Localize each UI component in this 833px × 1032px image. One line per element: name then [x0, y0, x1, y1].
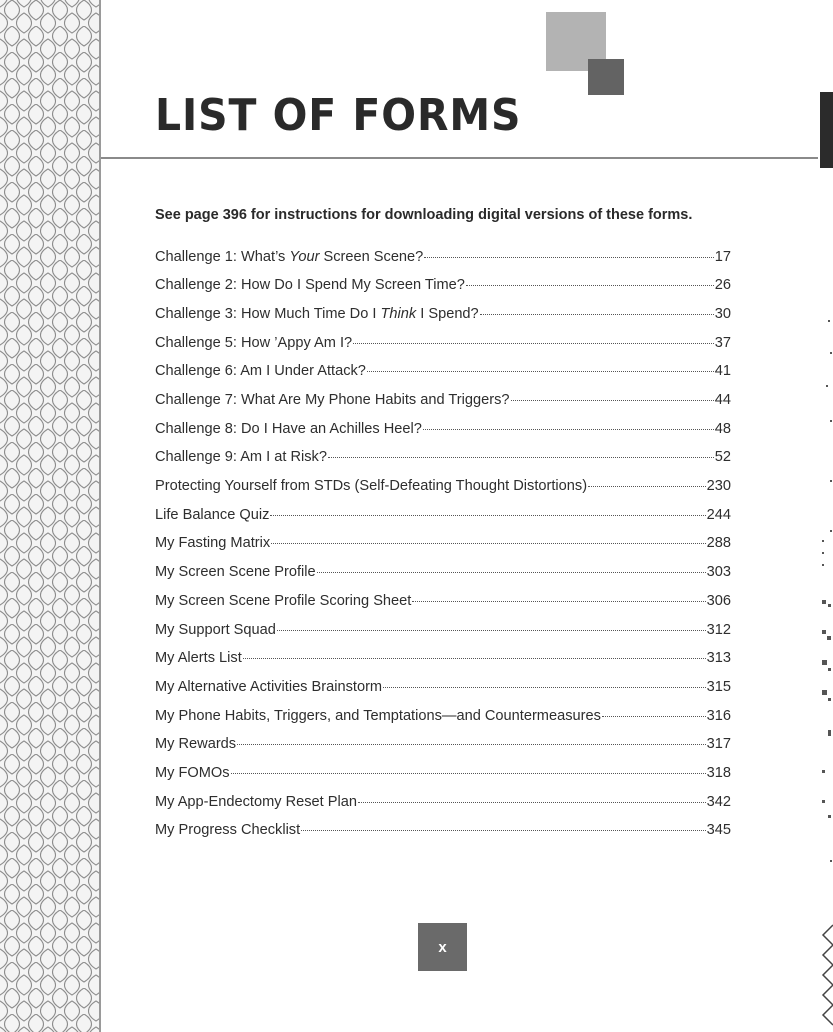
toc-entry	[155, 331, 731, 360]
toc-entry-title-text: My Alternative Activities Brainstorm	[155, 678, 383, 695]
toc-page-number: 288	[706, 535, 731, 552]
toc-entry	[155, 388, 731, 417]
toc-entry	[155, 245, 731, 274]
toc-entry-title-text: My Screen Scene Profile	[155, 564, 316, 581]
toc-entry-title-text: Challenge 1: What’s	[155, 248, 290, 265]
dot-leader	[231, 758, 706, 774]
toc-entry	[155, 475, 731, 504]
toc-entry-title	[155, 277, 465, 293]
toc-entry-title-text: Challenge 6: Am I Under Attack?	[155, 363, 366, 380]
toc-entry-title-text: Challenge 5: How ’Appy Am I?	[155, 334, 353, 351]
toc-entry	[155, 675, 731, 704]
toc-page-number: 44	[714, 392, 731, 409]
dot-leader	[271, 529, 705, 545]
dot-leader	[328, 443, 714, 459]
toc-entry-title-text: My Fasting Matrix	[155, 535, 271, 552]
toc-entry	[155, 589, 731, 618]
toc-entry-title	[155, 708, 601, 724]
page-number-badge	[418, 923, 467, 971]
toc-page-number: 48	[714, 420, 731, 437]
toc-entry-title	[155, 363, 366, 379]
toc-entry-title-text: I Spend?	[416, 305, 479, 322]
toc-entry	[155, 618, 731, 647]
dot-leader	[270, 500, 705, 516]
download-instructions: See page 396 for instructions for downloading digital versions of these forms.	[155, 207, 693, 223]
toc-entry	[155, 790, 731, 819]
dot-leader	[301, 816, 705, 832]
toc-entry-title	[155, 535, 270, 551]
toc-page-number: 342	[706, 793, 731, 810]
toc-entry	[155, 647, 731, 676]
margin-divider	[99, 0, 101, 1032]
toc-page-number: 52	[714, 449, 731, 466]
toc-entry	[155, 819, 731, 848]
toc-entry	[155, 302, 731, 331]
dot-leader	[424, 242, 713, 258]
toc-page-number: 315	[706, 678, 731, 695]
toc-entry-title-text: My FOMOs	[155, 764, 230, 781]
toc-entry-title-text: Challenge 9: Am I at Risk?	[155, 449, 327, 466]
toc-entry	[155, 274, 731, 303]
decorative-pattern-margin	[0, 0, 100, 1032]
toc-page-number: 41	[714, 363, 731, 380]
toc-entry	[155, 733, 731, 762]
page-number: x	[438, 938, 447, 956]
toc-entry-title	[155, 478, 587, 494]
dot-leader	[317, 558, 706, 574]
adjacent-page-edge	[818, 0, 833, 1032]
toc-entry-title-emphasis: Think	[380, 305, 417, 322]
toc-page-number: 312	[706, 621, 731, 638]
toc-entry-title-text: Screen Scene?	[319, 248, 424, 265]
toc-entry-title-text: Challenge 7: What Are My Phone Habits and Triggers?	[155, 392, 510, 409]
dot-leader	[466, 271, 714, 287]
toc-page-number: 313	[706, 650, 731, 667]
toc-entry-title	[155, 507, 269, 523]
dot-leader	[423, 414, 714, 430]
toc-entry-title-text: Challenge 3: How Much Time Do I	[155, 305, 381, 322]
toc-entry-title-text: My Screen Scene Profile Scoring Sheet	[155, 592, 412, 609]
toc-entry-title	[155, 736, 236, 752]
toc-entry	[155, 360, 731, 389]
toc-entry-title-text: Challenge 2: How Do I Spend My Screen Time?	[155, 277, 465, 294]
toc-entry-title	[155, 650, 242, 666]
toc-entry-title-text: My Progress Checklist	[155, 822, 301, 839]
toc-page-number: 316	[706, 707, 731, 724]
toc-entry-title-text: Protecting Yourself from STDs (Self-Defeating Thought Distortions)	[155, 478, 588, 495]
forms-list	[155, 245, 731, 847]
toc-page-number: 230	[706, 478, 731, 495]
toc-page-number: 37	[714, 334, 731, 351]
toc-entry-title	[155, 249, 423, 265]
toc-entry-title-text: My Support Squad	[155, 621, 276, 638]
dot-leader	[511, 385, 714, 401]
dot-leader	[588, 472, 706, 488]
toc-page-number: 317	[706, 736, 731, 753]
toc-page-number: 318	[706, 764, 731, 781]
page-title: LIST OF FORMS	[155, 90, 522, 141]
toc-entry	[155, 446, 731, 475]
dot-leader	[358, 787, 706, 803]
dot-leader	[243, 644, 706, 660]
toc-entry-title	[155, 822, 300, 838]
toc-entry-title-text: My App-Endectomy Reset Plan	[155, 793, 357, 810]
dot-leader	[480, 299, 714, 315]
toc-entry-title-text: Challenge 8: Do I Have an Achilles Heel?	[155, 420, 422, 437]
toc-entry-title	[155, 392, 510, 408]
toc-entry	[155, 503, 731, 532]
toc-entry-title	[155, 306, 479, 322]
toc-page-number: 26	[714, 277, 731, 294]
toc-entry	[155, 761, 731, 790]
toc-entry-title	[155, 593, 411, 609]
toc-entry-title	[155, 421, 422, 437]
dot-leader	[383, 672, 706, 688]
toc-page-number: 345	[706, 822, 731, 839]
toc-entry-title-text: Life Balance Quiz	[155, 506, 270, 523]
header-square-dark	[588, 59, 624, 95]
toc-entry-title	[155, 794, 357, 810]
toc-entry-title	[155, 765, 230, 781]
dot-leader	[353, 328, 714, 344]
dot-leader	[277, 615, 706, 631]
toc-entry-title	[155, 679, 382, 695]
toc-entry-title	[155, 335, 352, 351]
toc-entry-title	[155, 564, 316, 580]
toc-entry-title-text: My Phone Habits, Triggers, and Temptations—and Countermeasures	[155, 707, 601, 724]
toc-entry-title-text: My Rewards	[155, 736, 237, 753]
toc-entry-title	[155, 622, 276, 638]
dot-leader	[237, 730, 706, 746]
toc-entry	[155, 532, 731, 561]
dot-leader	[367, 357, 714, 373]
toc-page-number: 303	[706, 564, 731, 581]
toc-page-number: 244	[706, 506, 731, 523]
toc-page-number: 306	[706, 592, 731, 609]
toc-entry-title-emphasis: Your	[289, 248, 320, 265]
toc-entry-title-text: My Alerts List	[155, 650, 242, 667]
toc-page-number: 17	[714, 248, 731, 265]
dot-leader	[602, 701, 706, 717]
toc-entry	[155, 561, 731, 590]
title-rule	[101, 157, 818, 159]
dot-leader	[412, 586, 705, 602]
toc-entry-title	[155, 449, 327, 465]
toc-entry	[155, 704, 731, 733]
toc-entry	[155, 417, 731, 446]
lattice-pattern-icon	[0, 0, 100, 1032]
toc-page-number: 30	[714, 305, 731, 322]
